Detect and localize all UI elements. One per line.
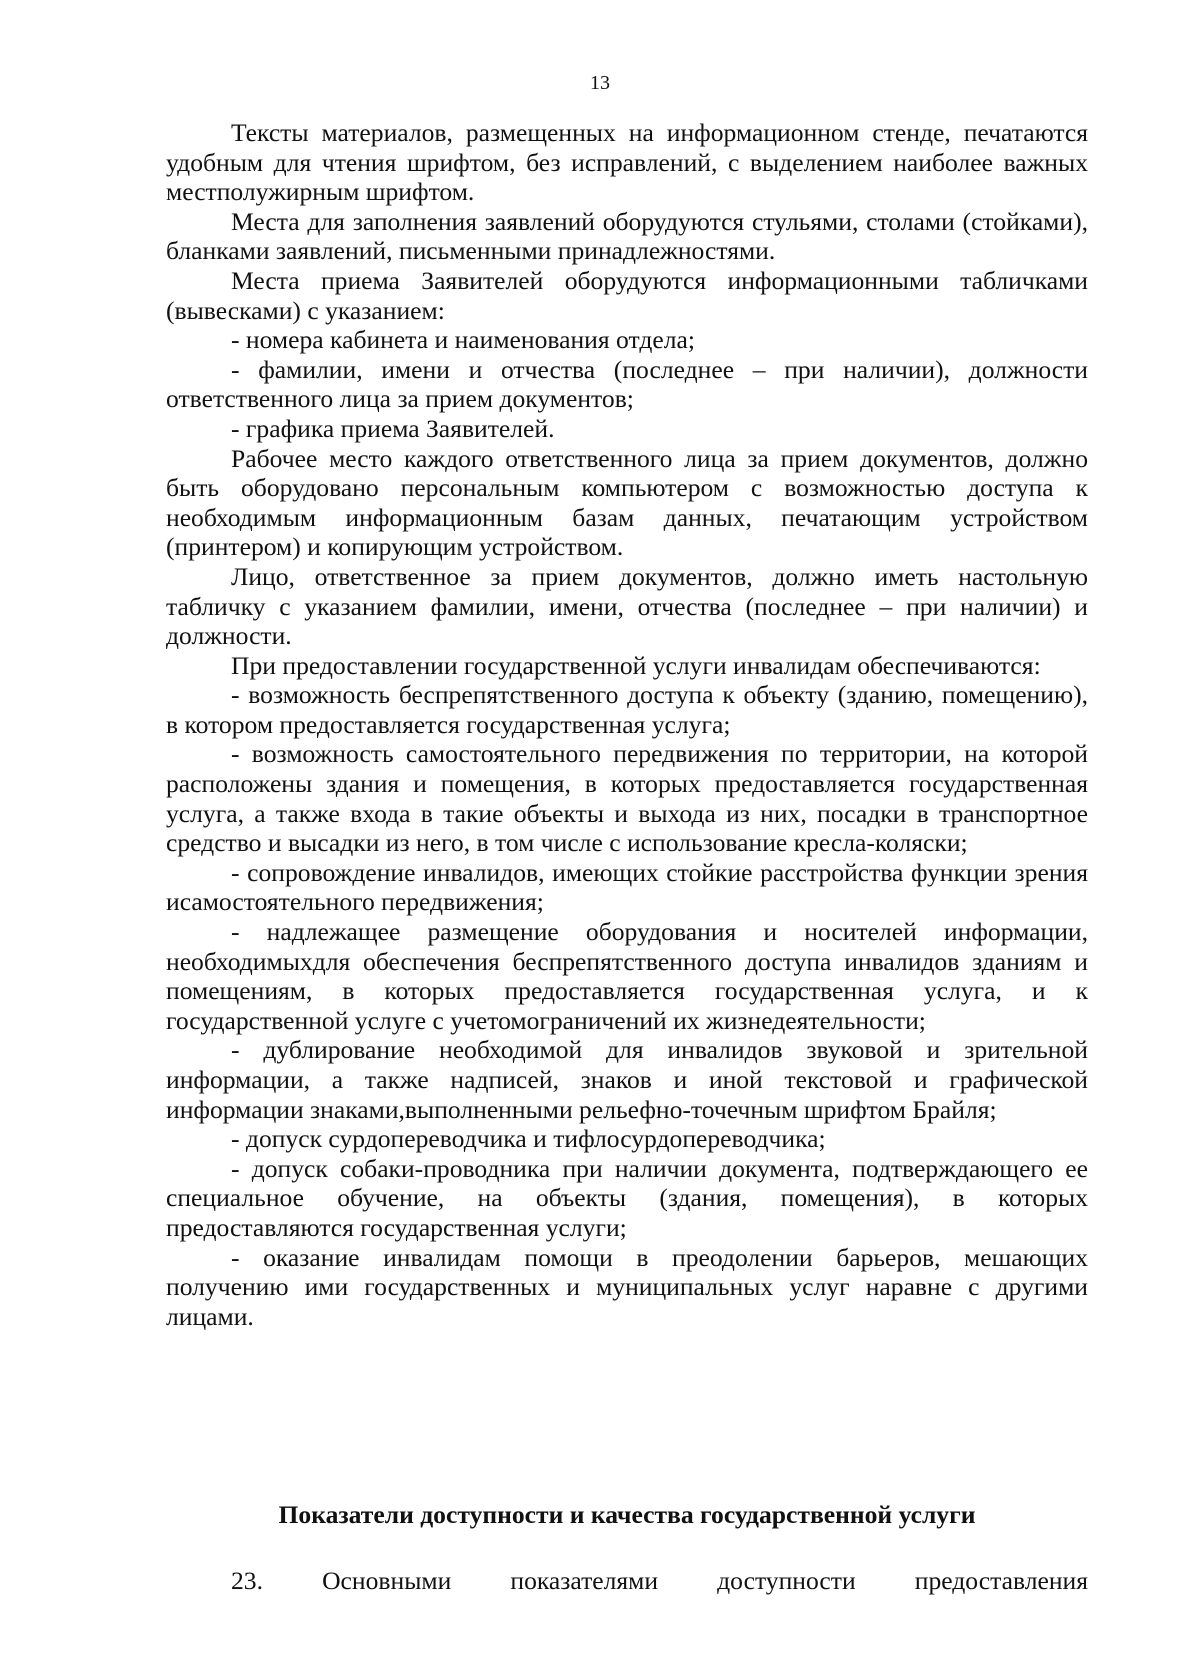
list-item-reception-schedule: - графика приема Заявителей.: [231, 413, 555, 443]
list-item-equipment-placement: - надлежащее размещение оборудования и носителей информации, необходимыхдля обеспечения беспрепятственного доступа инвалидов зданиям и помещениям, в которых предоставляется государственная услуга, и к государственной услуге с учетомограничений их жизнедеятельности;: [166, 917, 1088, 1035]
list-item-barrier-assistance: - оказание инвалидам помощи в преодолении барьеров, мешающих получению ими государственных и муниципальных услуг наравне с другими лицами.: [166, 1242, 1088, 1331]
paragraph-23-start: 23. Основными показателями доступности предоставления: [231, 1566, 1088, 1595]
list-item-sign-interpreter: - допуск сурдопереводчика и тифлосурдопереводчика;: [231, 1124, 826, 1154]
list-item-escort: - сопровождение инвалидов, имеющих стойкие расстройства функции зрения исамостоятельного передвижения;: [166, 857, 1088, 917]
paragraph-application-places: Места для заполнения заявлений оборудуются стульями, столами (стойками), бланками заявлений, письменными принадлежностями.: [166, 206, 1088, 266]
page-number: 13: [590, 72, 610, 94]
paragraph-desk-plate: Лицо, ответственное за прием документов, должно иметь настольную табличку с указанием фамилии, имени, отчества (последнее – при наличии) и должности.: [166, 561, 1088, 651]
list-item-access-to-object: - возможность беспрепятственного доступа к объекту (зданию, помещению), в котором предоставляется государственная услуга;: [166, 680, 1088, 739]
paragraph-disabled-provision: При предоставлении государственной услуги инвалидам обеспечиваются:: [231, 650, 1041, 680]
section-heading: Показатели доступности и качества государственной услуги: [278, 1500, 976, 1529]
paragraph-reception-places: Места приема Заявителей оборудуются информационными табличками (вывесками) с указанием:: [166, 265, 1088, 325]
list-item-guide-dog: - допуск собаки-проводника при наличии документа, подтверждающего ее специальное обучение, на объекты (здания, помещения), в которых предоставляются государственная услуги;: [166, 1153, 1088, 1242]
list-item-information-duplication: - дублирование необходимой для инвалидов звуковой и зрительной информации, а также надписей, знаков и иной текстовой и графической информации знаками,выполненными рельефно-точечным шрифтом Брайля;: [166, 1035, 1088, 1124]
list-item-office-number: - номера кабинета и наименования отдела;: [231, 325, 695, 355]
body-text: [166, 118, 1088, 1331]
paragraph-workplace: Рабочее место каждого ответственного лица за прием документов, должно быть оборудовано персональным компьютером с возможностью доступа к необходимым информационным базам данных, печатающим устройством (принтером) и копирующим устройством.: [166, 443, 1088, 562]
paragraph-stand-texts: Тексты материалов, размещенных на информационном стенде, печатаются удобным для чтения шрифтом, без исправлений, с выделением наиболее важных местполужирным шрифтом.: [166, 118, 1088, 207]
list-item-independent-movement: - возможность самостоятельного передвижения по территории, на которой расположены здания и помещения, в которых предоставляется государственная услуга, а также входа в такие объекты и выхода из них, посадки в транспортное средство и высадки из него, в том числе с использование кресла-коляски;: [166, 739, 1088, 858]
list-item-responsible-person: - фамилии, имени и отчества (последнее – при наличии), должности ответственного лица за прием документов;: [166, 354, 1088, 414]
